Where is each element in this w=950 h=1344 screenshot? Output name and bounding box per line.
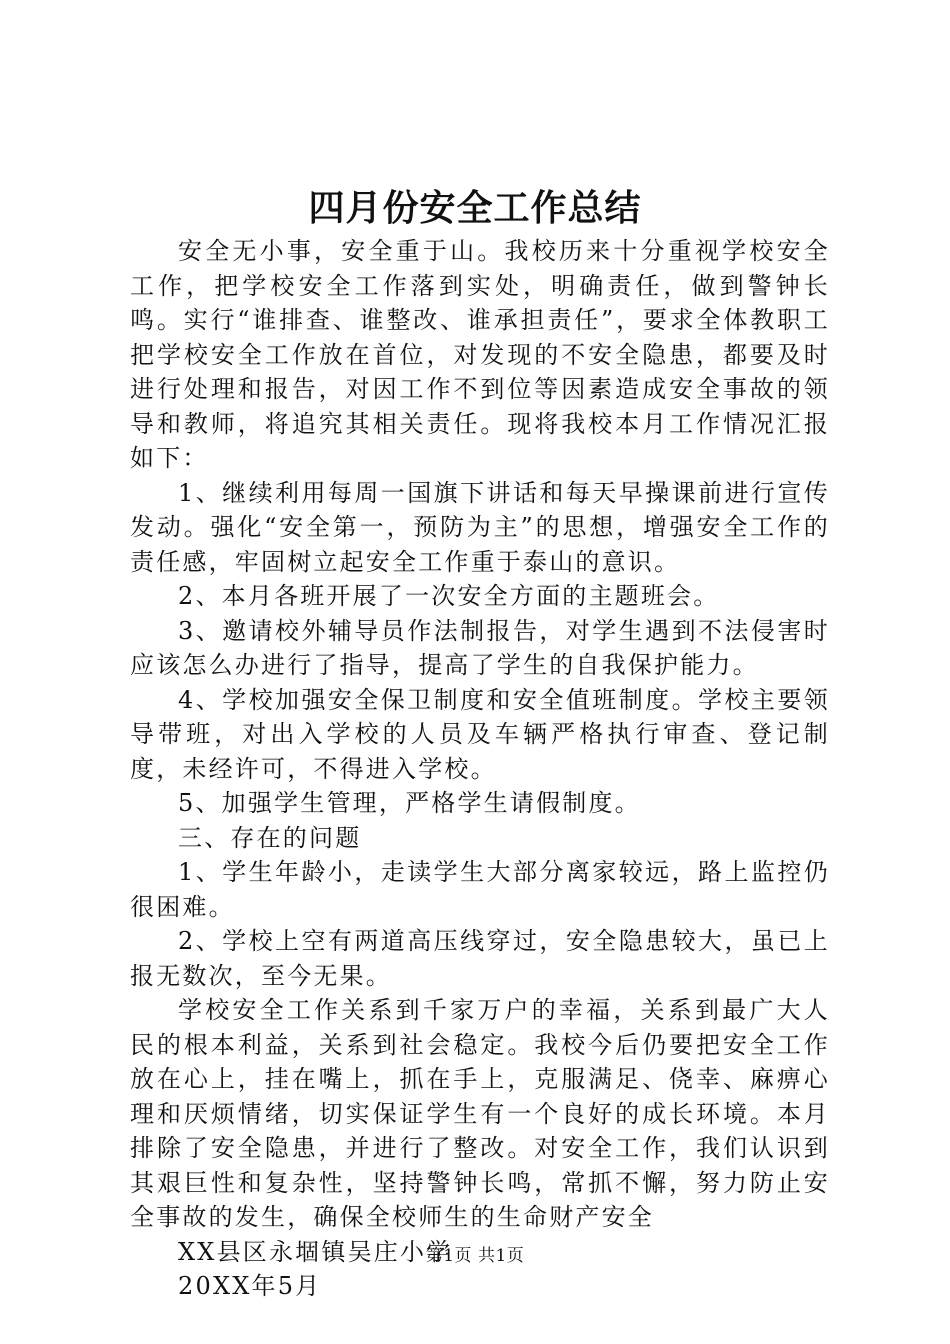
page-footer: 第1页 共1页 [425, 1246, 525, 1266]
paragraph-problem-1: 1、学生年龄小，走读学生大部分离家较远，路上监控仍很困难。 [130, 858, 830, 921]
section-heading-problems: 三、存在的问题 [178, 823, 362, 852]
paragraph-item-5: 5、加强学生管理，严格学生请假制度。 [178, 789, 641, 817]
paragraph-item-4: 4、学校加强安全保卫制度和安全值班制度。学校主要领导带班，对出入学校的人员及车辆严格执行审查、登记制度，未经许可，不得进入学校。 [130, 685, 830, 783]
paragraph-item-3: 3、邀请校外辅导员作法制报告，对学生遇到不法侵害时应该怎么办进行了指导，提高了学生的自我保护能力。 [130, 616, 830, 679]
document-body [130, 234, 830, 1304]
paragraph-intro: 安全无小事，安全重于山。我校历来十分重视学校安全工作，把学校安全工作落到实处，明确责任，做到警钟长鸣。实行“谁排查、谁整改、谁承担责任”，要求全体教职工把学校安全工作放在首位，对发现的不安全隐患，都要及时进行处理和报告，对因工作不到位等因素造成安全事故的领导和教师，将追究其相关责任。现将我校本月工作情况汇报如下： [130, 237, 830, 472]
paragraph-item-1: 1、继续利用每周一国旗下讲话和每天早操课前进行宣传发动。强化“安全第一，预防为主”的思想，增强安全工作的责任感，牢固树立起安全工作重于泰山的意识。 [130, 478, 830, 576]
paragraph-item-2: 2、本月各班开展了一次安全方面的主题班会。 [178, 582, 720, 610]
paragraph-conclusion: 学校安全工作关系到千家万户的幸福，关系到最广大人民的根本利益，关系到社会稳定。我校今后仍要把安全工作放在心上，挂在嘴上，抓在手上，克服满足、侥幸、麻痹心理和厌烦情绪，切实保证学生有一个良好的成长环境。本月排除了安全隐患，并进行了整改。对安全工作，我们认识到其艰巨性和复杂性，坚持警钟长鸣，常抓不懈，努力防止安全事故的发生，确保全校师生的生命财产安全 [130, 996, 830, 1231]
document-title: 四月份安全工作总结 [308, 187, 642, 229]
signature-date: 20XX年5月 [178, 1272, 322, 1300]
paragraph-problem-2: 2、学校上空有两道高压线穿过，安全隐患较大，虽已上报无数次，至今无果。 [130, 927, 830, 990]
signature-organization: XX县区永堌镇吴庄小学 [178, 1237, 453, 1266]
